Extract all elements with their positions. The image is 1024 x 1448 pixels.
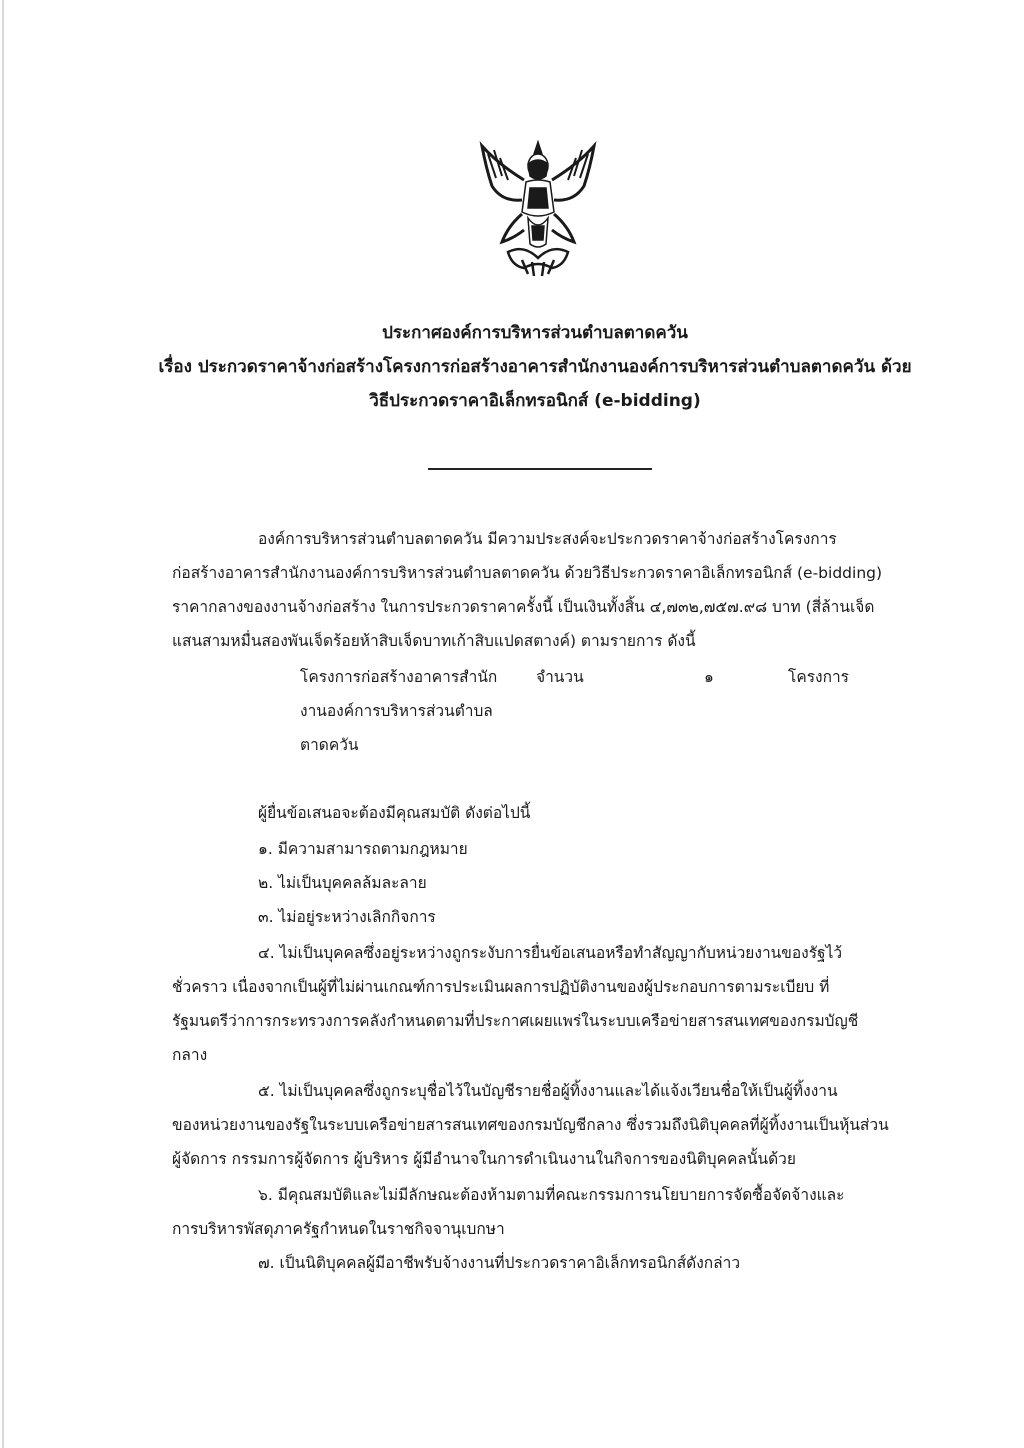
qualification-item-1: ๑. มีความสามารถตามกฎหมาย	[258, 840, 468, 858]
project-name-line-2: งานองค์การบริหารส่วนตำบล	[300, 702, 493, 720]
qualification-item-2: ๒. ไม่เป็นบุคคลล้มละลาย	[258, 874, 427, 892]
qualification-item-4-line-4: กลาง	[172, 1046, 208, 1064]
intro-line-1: องค์การบริหารส่วนตำบลตาดควัน มีความประสงค์จะประกวดราคาจ้างก่อสร้างโครงการ	[258, 530, 837, 548]
scan-edge	[2, 0, 4, 1448]
intro-line-4: แสนสามหมื่นสองพันเจ็ดร้อยห้าสิบเจ็ดบาทเก้าสิบแปดสตางค์) ตามรายการ ดังนี้	[172, 632, 696, 650]
qualification-item-6-line-2: การบริหารพัสดุภาครัฐกำหนดในราชกิจจานุเบกษา	[172, 1220, 505, 1238]
title-line-3: วิธีประกวดราคาอิเล็กทรอนิกส์ (e-bidding)	[369, 391, 701, 411]
qualification-item-5-line-2: ของหน่วยงานของรัฐในระบบเครือข่ายสารสนเทศของกรมบัญชีกลาง ซึ่งรวมถึงนิติบุคคลที่ผู้ทิ้งงานเป็นหุ้นส่วน	[172, 1116, 889, 1134]
project-unit: โครงการ	[788, 668, 850, 686]
intro-line-2: ก่อสร้างอาคารสำนักงานองค์การบริหารส่วนตำบลตาดควัน ด้วยวิธีประกวดราคาอิเล็กทรอนิกส์ (e-bidding)	[172, 564, 883, 582]
qualification-item-3: ๓. ไม่อยู่ระหว่างเลิกกิจการ	[258, 908, 436, 926]
qualifications-heading: ผู้ยื่นข้อเสนอจะต้องมีคุณสมบัติ ดังต่อไปนี้	[258, 804, 531, 822]
title-line-2: เรื่อง ประกวดราคาจ้างก่อสร้างโครงการก่อสร้างอาคารสำนักงานองค์การบริหารส่วนตำบลตาดควัน ด้วย	[158, 357, 912, 377]
intro-line-3: ราคากลางของงานจ้างก่อสร้าง ในการประกวดราคาครั้งนี้ เป็นเงินทั้งสิ้น ๔,๗๓๒,๗๕๗.๙๘ บาท (สี่ล้านเจ็ด	[172, 598, 875, 616]
qualification-item-4-line-3: รัฐมนตรีว่าการกระทรวงการคลังกำหนดตามที่ประกาศเผยแพร่ในระบบเครือข่ายสารสนเทศของกรมบัญชี	[172, 1012, 859, 1030]
qualification-item-4-line-2: ชั่วคราว เนื่องจากเป็นผู้ที่ไม่ผ่านเกณฑ์การประเมินผลการปฏิบัติงานของผู้ประกอบการตามระเบียบ ที่	[172, 978, 830, 996]
title-divider	[428, 468, 652, 470]
announcement-title	[150, 316, 920, 418]
qualification-item-6-line-1: ๖. มีคุณสมบัติและไม่มีลักษณะต้องห้ามตามที่คณะกรรมการนโยบายการจัดซื้อจัดจ้างและ	[258, 1186, 845, 1204]
qualification-item-7: ๗. เป็นนิติบุคคลผู้มีอาชีพรับจ้างงานที่ประกวดราคาอิเล็กทรอนิกส์ดังกล่าว	[258, 1254, 741, 1272]
qualification-item-4-line-1: ๔. ไม่เป็นบุคคลซึ่งอยู่ระหว่างถูกระงับการยื่นข้อเสนอหรือทำสัญญากับหน่วยงานของรัฐไว้	[258, 944, 843, 962]
project-qty-label: จำนวน	[536, 668, 584, 686]
qualification-item-5-line-1: ๕. ไม่เป็นบุคคลซึ่งถูกระบุชื่อไว้ในบัญชีรายชื่อผู้ทิ้งงานและได้แจ้งเวียนชื่อให้เป็นผู้ทิ้งงาน	[258, 1082, 838, 1100]
project-name-line-1: โครงการก่อสร้างอาคารสำนัก	[300, 668, 498, 686]
project-qty: ๑	[704, 668, 714, 686]
qualification-item-5-line-3: ผู้จัดการ กรรมการผู้จัดการ ผู้บริหาร ผู้มีอำนาจในการดำเนินงานในกิจการของนิติบุคคลนั้นด้วย	[172, 1150, 796, 1168]
garuda-emblem-icon	[468, 134, 608, 284]
project-name-line-3: ตาดควัน	[300, 736, 359, 754]
title-line-1: ประกาศองค์การบริหารส่วนตำบลตาดควัน	[382, 323, 688, 343]
